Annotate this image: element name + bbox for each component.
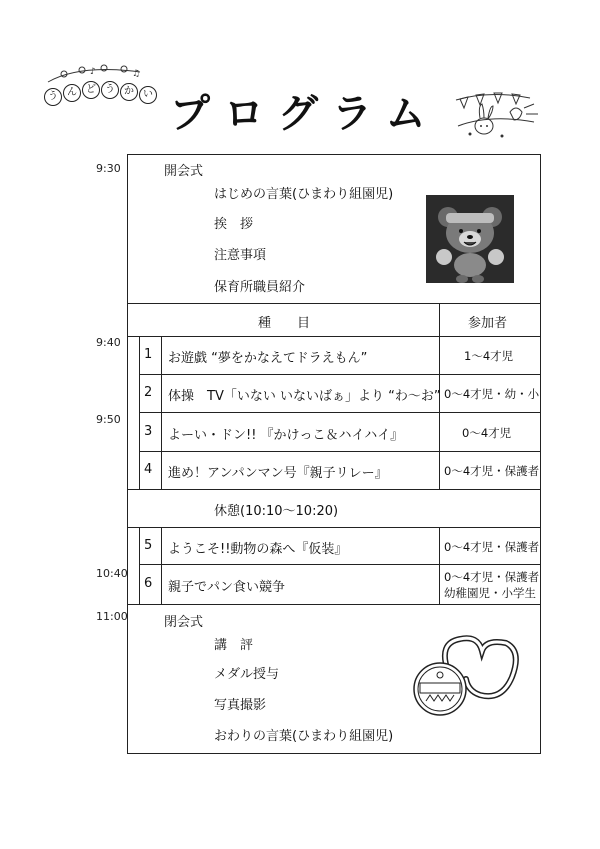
page-title: プログラム bbox=[170, 91, 440, 137]
number-column-border bbox=[139, 336, 140, 489]
badge-char: ん bbox=[63, 84, 81, 102]
bear-mascot-image bbox=[426, 195, 514, 283]
opening-item: はじめの言葉(ひまわり組園児) bbox=[214, 187, 394, 202]
row-number: 2 bbox=[144, 385, 153, 400]
row-event: お遊戯 “夢をかなえてドラえもん” bbox=[168, 351, 368, 366]
row-participants-secondary: 幼稚園児・小学生 bbox=[444, 586, 536, 600]
time-label: 9:50 bbox=[96, 413, 121, 426]
row-participants: 1～4才児 bbox=[464, 349, 514, 363]
row-number: 6 bbox=[144, 576, 153, 591]
row-participants: 0～4才児・保護者 bbox=[444, 540, 540, 554]
opening-item: 挨 拶 bbox=[214, 217, 254, 232]
opening-item: 注意事項 bbox=[214, 248, 267, 263]
row-participants: 0～4才児・保護者 bbox=[444, 464, 540, 478]
row-event: 進め！アンパンマン号『親子リレー』 bbox=[168, 466, 388, 481]
row-number: 5 bbox=[144, 538, 153, 553]
time-label: 9:40 bbox=[96, 336, 121, 349]
row-number: 1 bbox=[144, 347, 153, 362]
event-column-border bbox=[161, 527, 162, 604]
event-column-header: 種 目 bbox=[258, 316, 311, 331]
row-divider bbox=[128, 527, 540, 528]
time-label: 9:30 bbox=[96, 162, 121, 175]
row-event: よーい・ドン!! 『かけっこ＆ハイハイ』 bbox=[168, 428, 404, 443]
row-participants: 0～4才児・保護者 bbox=[444, 570, 540, 584]
time-label: 11:00 bbox=[96, 610, 128, 623]
table-bottom-border bbox=[128, 604, 540, 605]
break-row: 休憩(10:10～10:20) bbox=[214, 504, 339, 519]
badge-char: う bbox=[44, 88, 62, 106]
flag-rabbit-illustration-icon bbox=[450, 86, 550, 148]
opening-title: 開会式 bbox=[164, 164, 204, 179]
svg-text:♫: ♫ bbox=[132, 69, 141, 79]
participants-column-header: 参加者 bbox=[468, 316, 508, 331]
closing-item: メダル授与 bbox=[214, 667, 280, 682]
badge-char: う bbox=[101, 81, 119, 99]
badge-char: い bbox=[139, 86, 157, 104]
row-number: 4 bbox=[144, 462, 153, 477]
closing-item: 講 評 bbox=[214, 638, 254, 653]
closing-item: おわりの言葉(ひまわり組園児) bbox=[214, 729, 394, 744]
program-frame bbox=[127, 154, 541, 754]
svg-text:♪: ♪ bbox=[90, 67, 96, 77]
row-event: ようこそ!!動物の森へ『仮装』 bbox=[168, 542, 348, 557]
row-number: 3 bbox=[144, 424, 153, 439]
closing-title: 閉会式 bbox=[164, 615, 204, 630]
row-participants: 0～4才児 bbox=[462, 426, 512, 440]
participants-column-border bbox=[439, 527, 440, 604]
page-header bbox=[0, 0, 600, 150]
medal-illustration-icon bbox=[408, 631, 524, 725]
badge-char: ど bbox=[82, 81, 100, 99]
undoukai-badge bbox=[40, 62, 170, 112]
row-participants: 0～4才児・幼・小 bbox=[444, 387, 540, 401]
row-divider bbox=[128, 336, 540, 337]
row-divider bbox=[139, 374, 540, 375]
row-divider bbox=[139, 412, 540, 413]
event-column-border bbox=[161, 336, 162, 489]
badge-char: か bbox=[120, 83, 138, 101]
time-label: 10:40 bbox=[96, 567, 128, 580]
row-divider bbox=[128, 489, 540, 490]
closing-item: 写真撮影 bbox=[214, 698, 267, 713]
row-divider bbox=[139, 451, 540, 452]
row-event: 体操 TV「いない いないばぁ」より “わ～お” bbox=[168, 389, 441, 404]
row-event: 親子でパン食い競争 bbox=[168, 580, 286, 595]
number-column-border bbox=[139, 527, 140, 604]
row-divider bbox=[139, 564, 540, 565]
table-top-border bbox=[128, 303, 540, 304]
opening-item: 保育所職員紹介 bbox=[214, 280, 306, 295]
